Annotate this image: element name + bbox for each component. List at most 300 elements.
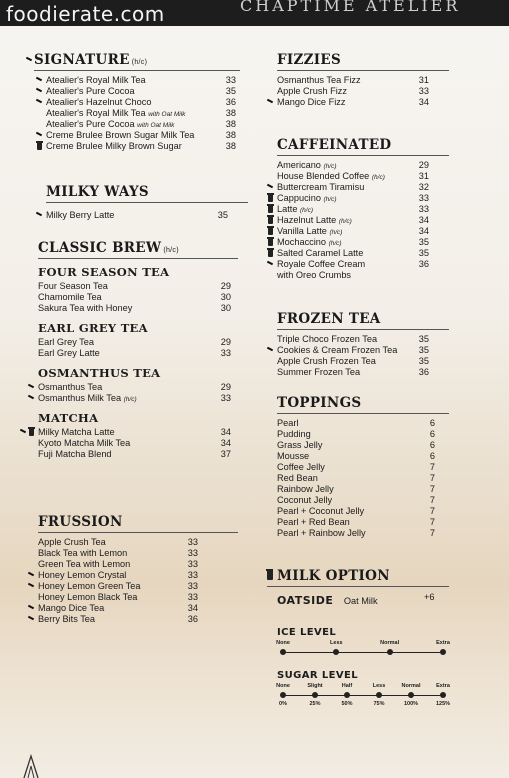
section-fizzies <box>277 52 477 108</box>
item-price: 7 <box>429 517 435 527</box>
item-tag: (h/c) <box>338 218 352 225</box>
item-marker <box>36 130 46 141</box>
arrow-icon <box>26 57 32 62</box>
item-price: 7 <box>429 473 435 483</box>
scale-label: Extra <box>436 640 450 646</box>
scale-label: None <box>276 683 290 689</box>
item-name-text: Atealier's Royal Milk Tea <box>46 108 146 118</box>
arrow-icon <box>28 384 34 389</box>
item-price: 38 <box>225 141 236 151</box>
arrow-icon <box>36 212 42 217</box>
section-title: SUGAR LEVEL <box>277 670 358 681</box>
menu-item <box>277 506 449 517</box>
item-name <box>277 367 360 377</box>
item-name <box>277 182 364 192</box>
item-tag: (h/c) <box>323 196 337 203</box>
item-name <box>38 382 102 392</box>
divider <box>267 586 449 587</box>
item-marker <box>36 75 46 86</box>
item-name <box>46 119 174 129</box>
section-ice-level <box>276 627 450 668</box>
item-name <box>277 248 363 258</box>
menu-item <box>277 248 449 259</box>
item-price: 34 <box>418 226 429 236</box>
section-title: ICE LEVEL <box>277 627 337 638</box>
item-name-text: Mango Dice Fizz <box>277 97 346 107</box>
item-price: 6 <box>429 440 435 450</box>
section-milky-ways <box>46 184 248 221</box>
scale-label: Slight <box>307 683 323 689</box>
item-name-text: Berry Bits Tea <box>38 614 96 624</box>
watermark-brand: foodierate.com <box>6 2 165 26</box>
item-name-text: Hazelnut Latte <box>277 215 337 225</box>
item-name-text: Pearl + Red Bean <box>277 517 350 527</box>
item-marker <box>36 97 46 108</box>
item-price: 33 <box>220 393 231 403</box>
item-name <box>38 303 132 313</box>
menu-item <box>277 259 449 270</box>
menu-item <box>38 614 238 625</box>
arrow-icon <box>20 429 26 434</box>
menu-banner-title: CHAPTIME ATELIER <box>240 0 461 15</box>
menu-list <box>38 281 238 314</box>
menu-list <box>277 75 477 108</box>
item-name <box>38 603 104 613</box>
item-marker <box>36 141 46 152</box>
item-price: 33 <box>220 348 231 358</box>
item-name <box>38 427 115 437</box>
item-price: 35 <box>217 210 228 220</box>
menu-item <box>277 86 477 97</box>
left-column <box>34 52 248 624</box>
item-name-text: Honey Lemon Green Tea <box>38 581 141 591</box>
item-price: 36 <box>418 367 429 377</box>
cup-icon <box>37 143 42 150</box>
divider <box>277 413 449 414</box>
item-price: 32 <box>418 182 429 192</box>
item-name-text: Coconut Jelly <box>277 495 333 505</box>
item-name <box>277 517 350 527</box>
section-title: CAFFEINATED <box>277 137 392 153</box>
item-price: 35 <box>418 237 429 247</box>
item-name-text: Pearl + Coconut Jelly <box>277 506 365 516</box>
item-price: 33 <box>418 193 429 203</box>
menu-item <box>277 528 449 539</box>
item-price: 30 <box>220 292 231 302</box>
item-price: 38 <box>225 119 236 129</box>
item-name-text: Atealier's Pure Cocoa <box>46 119 135 129</box>
top-banner <box>0 0 509 26</box>
item-marker <box>267 97 277 108</box>
menu-item <box>46 210 248 221</box>
scale-percent: 100% <box>403 701 419 707</box>
menu-item <box>277 440 449 451</box>
menu-item <box>38 559 238 570</box>
item-marker <box>28 427 38 438</box>
scale-percent: 125% <box>435 701 451 707</box>
item-name <box>46 75 146 85</box>
milk-option-price: +6 <box>424 592 435 602</box>
item-name <box>277 259 365 269</box>
item-name <box>46 97 151 107</box>
menu-item <box>277 418 449 429</box>
menu-item <box>277 160 449 171</box>
item-price: 7 <box>429 484 435 494</box>
item-marker <box>267 204 277 215</box>
item-name-text: Salted Caramel Latte <box>277 248 364 258</box>
item-price: 35 <box>418 248 429 258</box>
item-price: 29 <box>220 281 231 291</box>
item-price: 36 <box>418 259 429 269</box>
subsection-title: EARL GREY TEA <box>38 321 148 335</box>
item-name <box>46 130 194 140</box>
subsection-matcha <box>38 411 238 460</box>
item-name-text: Cappucino <box>277 193 321 203</box>
item-name <box>277 204 313 214</box>
menu-item <box>46 75 248 86</box>
arrow-icon <box>36 88 42 93</box>
item-name-text: Mochaccino <box>277 237 327 247</box>
arrow-icon <box>267 99 273 104</box>
right-column <box>276 52 477 707</box>
item-price: 33 <box>187 537 198 547</box>
menu-list <box>38 537 238 625</box>
item-name <box>277 237 342 247</box>
classic-groups <box>38 265 238 460</box>
item-name <box>38 537 106 547</box>
scale-label: Extra <box>436 683 450 689</box>
item-name-text: Sakura Tea with Honey <box>38 303 133 313</box>
item-price: 36 <box>187 614 198 624</box>
item-name <box>46 108 185 118</box>
item-price: 33 <box>187 592 198 602</box>
item-name-text: Milky Matcha Latte <box>38 427 115 437</box>
divider <box>38 532 238 533</box>
scale-dot <box>376 692 382 698</box>
item-marker <box>28 603 38 614</box>
menu-item <box>277 517 449 528</box>
cup-icon <box>268 239 273 246</box>
brand-logo-icon <box>20 752 42 778</box>
item-tag: (h/c) <box>323 163 337 170</box>
item-name-text: Atealier's Pure Cocoa <box>46 86 135 96</box>
menu-item <box>38 438 238 449</box>
scale-line <box>283 695 443 696</box>
item-name <box>38 281 108 291</box>
scale-percent: 25% <box>309 701 321 707</box>
item-marker <box>28 581 38 592</box>
item-marker <box>267 237 277 248</box>
item-price: 33 <box>187 559 198 569</box>
arrow-icon <box>267 347 273 352</box>
item-tag: (h/c) <box>123 396 137 403</box>
item-price: 33 <box>187 548 198 558</box>
section-milk-option <box>267 568 449 605</box>
item-price: 6 <box>429 451 435 461</box>
scale-dot <box>387 649 393 655</box>
item-name <box>38 348 100 358</box>
divider <box>277 155 449 156</box>
item-name <box>277 86 347 96</box>
menu-item <box>38 281 238 292</box>
item-name <box>38 438 130 448</box>
menu-item <box>277 270 449 281</box>
menu-list <box>46 210 248 221</box>
item-price: 33 <box>187 570 198 580</box>
item-name <box>38 292 102 302</box>
item-price: 31 <box>418 171 429 181</box>
menu-item <box>38 537 238 548</box>
divider <box>277 329 449 330</box>
item-name <box>277 270 351 280</box>
ice-level-scale <box>276 638 450 668</box>
item-name-text: Fuji Matcha Blend <box>38 449 112 459</box>
item-price: 34 <box>418 97 429 107</box>
item-tag: (h/c) <box>371 174 385 181</box>
item-name <box>277 484 334 494</box>
item-name-text: Coffee Jelly <box>277 462 325 472</box>
arrow-icon <box>36 132 42 137</box>
item-name-text: Vanilla Latte <box>277 226 327 236</box>
item-name <box>277 506 364 516</box>
menu-item <box>277 429 449 440</box>
subsection-title: MATCHA <box>38 411 99 425</box>
item-name <box>38 393 137 403</box>
item-name <box>38 337 94 347</box>
item-name <box>46 86 135 96</box>
item-name-text: Latte <box>277 204 298 214</box>
item-name-text: Mango Dice Tea <box>38 603 105 613</box>
item-name <box>38 449 112 459</box>
item-name-text: Red Bean <box>277 473 318 483</box>
scale-dot <box>344 692 350 698</box>
item-tag: with Oat Milk <box>148 111 186 118</box>
menu-item <box>277 193 449 204</box>
item-name-text: Pudding <box>277 429 311 439</box>
subsection-four-season-tea <box>38 265 238 314</box>
item-name <box>277 528 366 538</box>
menu-item <box>277 97 477 108</box>
milk-option-name: Oat Milk <box>343 596 378 606</box>
item-name <box>46 141 182 151</box>
divider <box>277 70 449 71</box>
item-marker <box>28 382 38 393</box>
menu-list <box>277 160 449 281</box>
item-price: 34 <box>187 603 198 613</box>
item-name-text: Milky Berry Latte <box>46 210 115 220</box>
menu-item <box>46 97 248 108</box>
item-marker <box>28 614 38 625</box>
menu-item <box>38 592 238 603</box>
section-signature <box>34 52 248 152</box>
item-price: 35 <box>225 86 236 96</box>
item-name <box>277 429 311 439</box>
section-title: MILK OPTION <box>277 568 390 584</box>
menu-item <box>38 603 238 614</box>
item-name-text: Pearl <box>277 418 299 428</box>
item-name-text: Atealier's Hazelnut Choco <box>46 97 152 107</box>
arrow-icon <box>28 616 34 621</box>
divider <box>38 258 238 259</box>
item-price: 6 <box>429 429 435 439</box>
menu-item <box>277 237 449 248</box>
item-price: 35 <box>418 356 429 366</box>
sugar-level-scale <box>276 681 451 721</box>
item-name-text: Honey Lemon Crystal <box>38 570 127 580</box>
section-frozen-tea <box>277 311 449 378</box>
section-title: FRUSSION <box>38 514 123 530</box>
section-sugar-level <box>276 670 451 721</box>
item-name <box>277 451 309 461</box>
item-name-text: Osmanthus Tea <box>38 382 103 392</box>
item-price: 33 <box>418 86 429 96</box>
item-name <box>277 462 325 472</box>
arrow-icon <box>28 583 34 588</box>
item-price: 7 <box>429 495 435 505</box>
section-title: MILKY WAYS <box>46 184 149 200</box>
item-name <box>277 75 361 85</box>
item-marker <box>267 226 277 237</box>
item-name-text: Rainbow Jelly <box>277 484 334 494</box>
item-marker <box>267 248 277 259</box>
item-name <box>277 193 337 203</box>
divider <box>46 202 248 203</box>
cup-icon <box>29 429 34 436</box>
scale-label: Normal <box>380 640 400 646</box>
menu-item <box>38 427 238 438</box>
scale-label: None <box>276 640 290 646</box>
section-caffeinated <box>277 137 449 281</box>
item-name <box>277 160 336 170</box>
cup-icon <box>267 571 273 580</box>
menu-item <box>46 108 248 119</box>
item-name-text: Summer Frozen Tea <box>277 367 361 377</box>
menu-list <box>277 418 449 539</box>
scale-dot <box>440 692 446 698</box>
menu-item <box>277 204 449 215</box>
section-title: CLASSIC BREW (h/c) <box>38 240 179 256</box>
item-price: 35 <box>418 334 429 344</box>
item-marker <box>267 193 277 204</box>
item-price: 37 <box>220 449 231 459</box>
subsection-earl-grey-tea <box>38 321 238 359</box>
menu-list <box>46 75 248 152</box>
menu-item <box>38 337 238 348</box>
arrow-icon <box>267 261 273 266</box>
section-title: SIGNATURE (h/c) <box>34 52 248 68</box>
item-name <box>38 559 130 569</box>
item-name-text: Chamomile Tea <box>38 292 102 302</box>
divider <box>34 70 240 71</box>
cup-icon <box>268 206 273 213</box>
scale-percent: 50% <box>341 701 353 707</box>
item-price: 36 <box>225 97 236 107</box>
item-name-text: Earl Grey Latte <box>38 348 100 358</box>
scale-dot <box>312 692 318 698</box>
menu-item <box>277 345 449 356</box>
section-classic-brew <box>38 240 238 467</box>
cup-icon <box>268 195 273 202</box>
item-name-text: with Oreo Crumbs <box>277 270 352 280</box>
item-marker <box>267 345 277 356</box>
menu-item <box>277 495 449 506</box>
item-price: 33 <box>418 204 429 214</box>
item-price: 29 <box>220 337 231 347</box>
item-name <box>277 440 322 450</box>
subsection-title: OSMANTHUS TEA <box>38 366 161 380</box>
scale-dot <box>333 649 339 655</box>
scale-line <box>283 652 443 653</box>
item-name-text: Apple Crush Frozen Tea <box>277 356 376 366</box>
menu-item <box>38 348 238 359</box>
item-marker <box>28 570 38 581</box>
menu-item <box>38 303 238 314</box>
item-name-text: Americano <box>277 160 321 170</box>
menu-item <box>277 182 449 193</box>
item-name <box>277 473 318 483</box>
menu-item <box>277 215 449 226</box>
item-name <box>277 171 385 181</box>
menu-list <box>38 427 238 460</box>
menu-item <box>277 226 449 237</box>
item-name-text: Cookies & Cream Frozen Tea <box>277 345 398 355</box>
section-title: TOPPINGS <box>277 395 362 411</box>
item-name-text: Mousse <box>277 451 310 461</box>
menu-item <box>38 393 238 404</box>
menu-item <box>38 449 238 460</box>
milk-option-row <box>277 591 449 605</box>
item-name-text: Triple Choco Frozen Tea <box>277 334 378 344</box>
cup-icon <box>268 228 273 235</box>
scale-percent: 0% <box>279 701 287 707</box>
item-name <box>277 418 298 428</box>
item-name <box>277 334 377 344</box>
item-name-text: Honey Lemon Black Tea <box>38 592 138 602</box>
item-name <box>38 581 141 591</box>
arrow-icon <box>36 77 42 82</box>
item-marker <box>267 215 277 226</box>
item-price: 30 <box>220 303 231 313</box>
item-name-text: Kyoto Matcha Milk Tea <box>38 438 131 448</box>
menu-item <box>277 484 449 495</box>
item-name-text: Osmanthus Tea Fizz <box>277 75 361 85</box>
item-name-text: Grass Jelly <box>277 440 323 450</box>
section-toppings <box>277 395 449 539</box>
item-price: 7 <box>429 462 435 472</box>
item-price: 29 <box>220 382 231 392</box>
item-name-text: Apple Crush Tea <box>38 537 106 547</box>
item-price: 7 <box>429 528 435 538</box>
menu-item <box>277 171 449 182</box>
item-price: 33 <box>187 581 198 591</box>
item-name <box>277 345 397 355</box>
item-name-text: Earl Grey Tea <box>38 337 94 347</box>
item-price: 38 <box>225 108 236 118</box>
subsection-osmanthus-tea <box>38 366 238 404</box>
item-name-text: Apple Crush Fizz <box>277 86 347 96</box>
item-name <box>277 356 376 366</box>
cup-icon <box>268 217 273 224</box>
menu-item <box>38 570 238 581</box>
item-price: 7 <box>429 506 435 516</box>
item-price: 33 <box>225 75 236 85</box>
menu-item <box>277 75 477 86</box>
item-price: 35 <box>418 345 429 355</box>
item-price: 34 <box>220 427 231 437</box>
item-name-text: Buttercream Tiramisu <box>277 182 365 192</box>
item-name <box>38 592 137 602</box>
item-marker <box>36 210 46 221</box>
